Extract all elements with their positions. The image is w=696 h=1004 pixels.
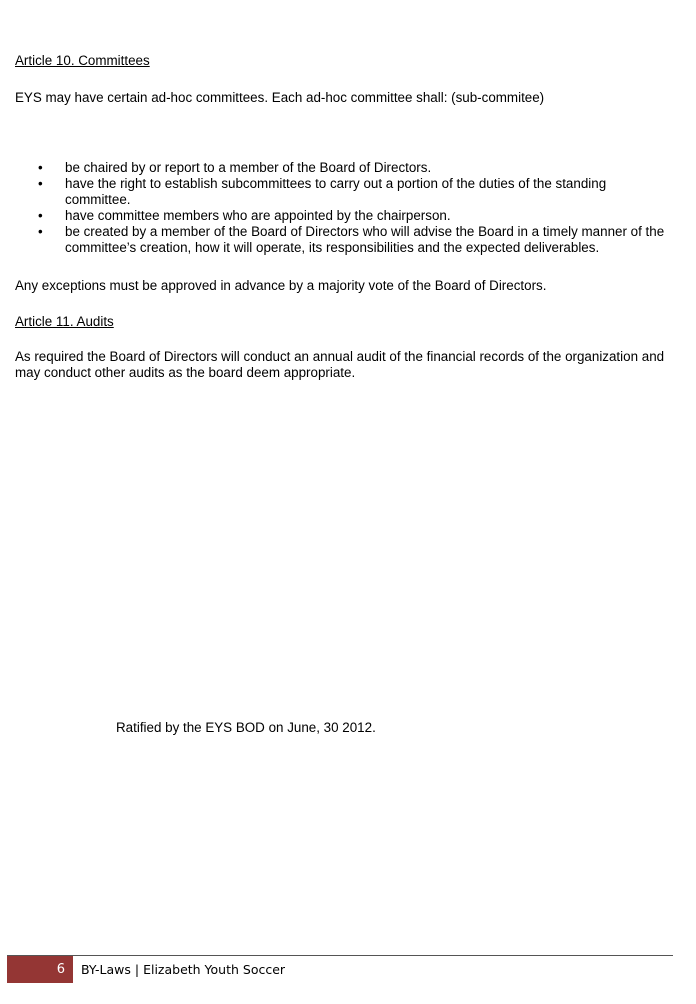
list-item-text: have committee members who are appointed by the chairperson. <box>65 208 451 223</box>
article-10-heading: Article 10. Committees <box>15 53 150 68</box>
committee-duties-list <box>15 160 675 256</box>
bullet-icon: • <box>38 208 43 223</box>
article-11-heading: Article 11. Audits <box>15 314 114 329</box>
page-footer <box>7 953 673 983</box>
page-number: 6 <box>7 956 73 983</box>
bullet-icon: • <box>38 160 43 175</box>
ratification-note: Ratified by the EYS BOD on June, 30 2012. <box>116 720 376 735</box>
list-item-text: have the right to establish subcommittees to carry out a portion of the duties of the standing committee. <box>65 176 607 207</box>
exceptions-paragraph: Any exceptions must be approved in advance by a majority vote of the Board of Directors. <box>15 278 547 293</box>
footer-title: BY-Laws | Elizabeth Youth Soccer <box>81 962 286 977</box>
list-item-text: be created by a member of the Board of Directors who will advise the Board in a timely manner of the committee’s creation, how it will operate, its responsibilities and the expected deliverables. <box>65 224 665 255</box>
article-11-body: As required the Board of Directors will conduct an annual audit of the financial records of the organization and may conduct other audits as the board deem appropriate. <box>15 349 665 380</box>
article-10-intro: EYS may have certain ad-hoc committees. Each ad-hoc committee shall: (sub-commitee) <box>15 90 545 105</box>
list-item <box>15 208 675 224</box>
list-item <box>15 224 675 256</box>
list-item <box>15 160 675 176</box>
list-item <box>15 176 675 208</box>
list-item-text: be chaired by or report to a member of the Board of Directors. <box>65 160 432 175</box>
bullet-icon: • <box>38 224 43 239</box>
bullet-icon: • <box>38 176 43 191</box>
